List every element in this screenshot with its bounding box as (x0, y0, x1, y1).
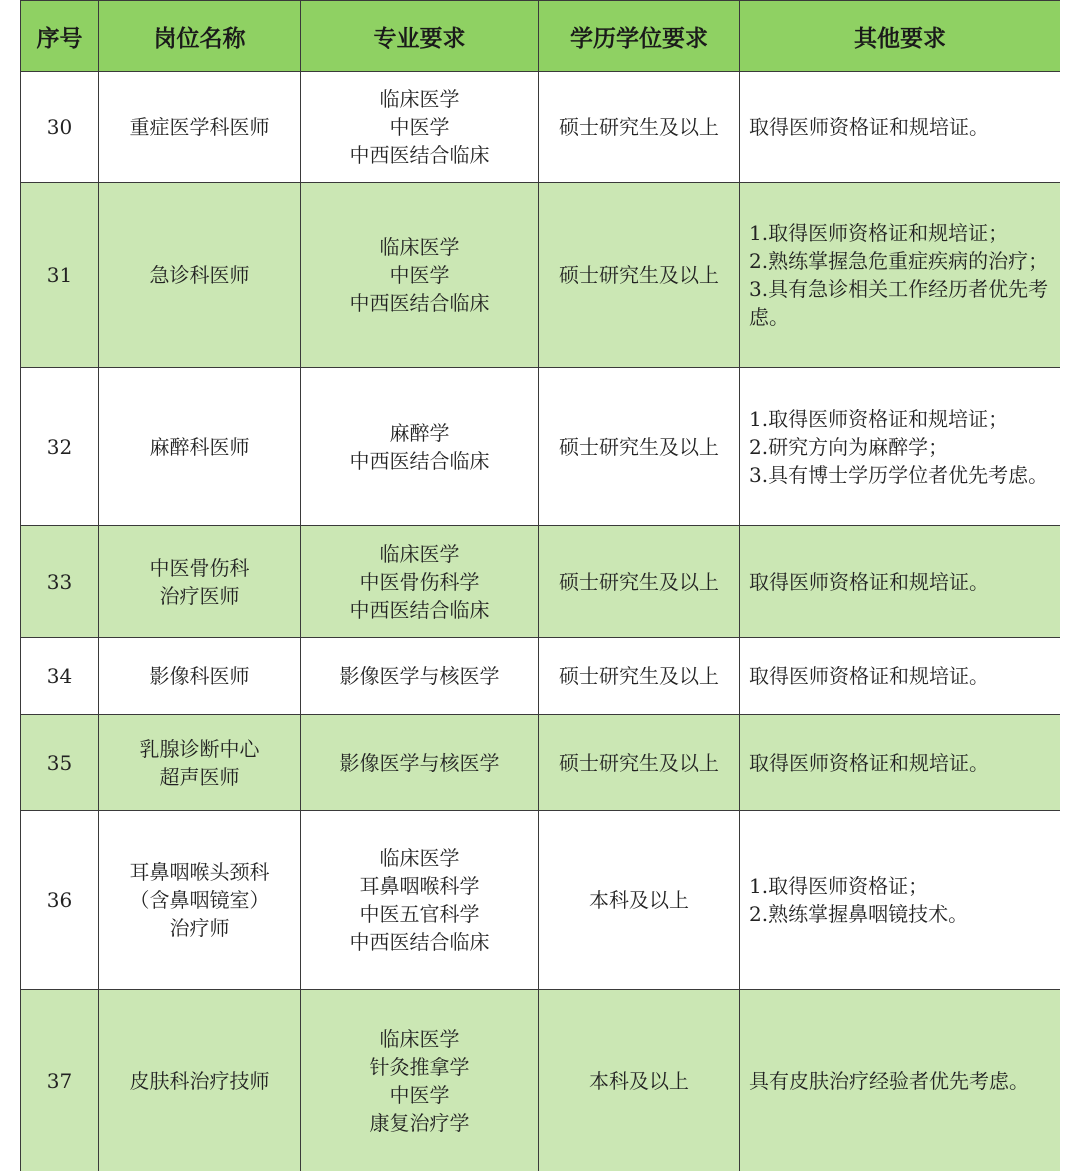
cell-other-requirements (740, 72, 1061, 183)
major-line: 中西医结合临床 (349, 930, 490, 954)
cell-serial-no: 36 (21, 811, 99, 990)
position-name-line: 治疗医师 (159, 583, 240, 608)
major-line: 中医骨伤科学 (359, 569, 480, 594)
header-other-requirement: 其他要求 (740, 1, 1061, 72)
table-row (21, 183, 1061, 368)
major-line: 中医学 (389, 1083, 450, 1107)
cell-other-requirements (740, 638, 1061, 715)
major-line: 中西医结合临床 (349, 143, 490, 167)
cell-position-name (99, 526, 301, 638)
cell-position-name (99, 183, 301, 368)
cell-majors (301, 368, 539, 526)
position-name-line: 中医骨伤科 (149, 555, 250, 580)
cell-degree: 硕士研究生及以上 (539, 183, 740, 368)
requirement-line: 取得医师资格证和规培证。 (749, 664, 989, 688)
position-name-line: 超声医师 (159, 764, 240, 789)
cell-serial-no: 32 (21, 368, 99, 526)
requirement-line: 1.取得医师资格证和规培证； (749, 406, 1009, 431)
position-name-line: （含鼻咽镜室） (129, 888, 270, 912)
major-line: 康复治疗学 (369, 1111, 470, 1135)
cell-serial-no: 33 (21, 526, 99, 638)
major-line: 影像医学与核医学 (339, 664, 500, 688)
cell-majors (301, 990, 539, 1171)
cell-majors (301, 715, 539, 811)
job-table-container (20, 0, 1060, 1171)
cell-position-name (99, 811, 301, 990)
table-row (21, 526, 1061, 638)
position-name-line: 治疗师 (169, 916, 230, 940)
position-name-line: 影像科医师 (149, 664, 250, 688)
cell-position-name (99, 990, 301, 1171)
major-line: 临床医学 (379, 541, 460, 566)
cell-position-name (99, 368, 301, 526)
header-serial-no: 序号 (21, 1, 99, 72)
requirement-line: 2.研究方向为麻醉学； (749, 434, 949, 459)
requirement-line: 1.取得医师资格证和规培证； (749, 221, 1009, 245)
cell-majors (301, 811, 539, 990)
cell-serial-no: 30 (21, 72, 99, 183)
position-name-line: 重症医学科医师 (129, 115, 270, 139)
job-requirements-table (20, 0, 1060, 1171)
cell-other-requirements (740, 368, 1061, 526)
requirement-line: 1.取得医师资格证； (749, 874, 929, 898)
cell-majors (301, 526, 539, 638)
major-line: 临床医学 (379, 87, 460, 111)
cell-other-requirements (740, 715, 1061, 811)
major-line: 针灸推拿学 (369, 1055, 470, 1079)
requirement-line: 具有皮肤治疗经验者优先考虑。 (749, 1069, 1029, 1093)
table-row (21, 811, 1061, 990)
table-row (21, 72, 1061, 183)
cell-serial-no: 35 (21, 715, 99, 811)
cell-degree: 硕士研究生及以上 (539, 72, 740, 183)
cell-degree: 硕士研究生及以上 (539, 715, 740, 811)
cell-degree: 硕士研究生及以上 (539, 526, 740, 638)
major-line: 临床医学 (379, 846, 460, 870)
cell-serial-no: 34 (21, 638, 99, 715)
position-name-line: 急诊科医师 (149, 263, 250, 287)
table-row (21, 368, 1061, 526)
major-line: 中医学 (389, 115, 450, 139)
major-line: 麻醉学 (389, 420, 450, 445)
cell-degree: 本科及以上 (539, 990, 740, 1171)
requirement-line: 取得医师资格证和规培证。 (749, 750, 989, 775)
cell-serial-no: 37 (21, 990, 99, 1171)
header-degree-requirement: 学历学位要求 (539, 1, 740, 72)
major-line: 中西医结合临床 (349, 448, 490, 473)
cell-majors (301, 183, 539, 368)
major-line: 耳鼻咽喉科学 (359, 874, 480, 898)
cell-position-name (99, 715, 301, 811)
major-line: 临床医学 (379, 235, 460, 259)
cell-degree: 硕士研究生及以上 (539, 368, 740, 526)
table-header-row (21, 1, 1061, 72)
requirement-line: 取得医师资格证和规培证。 (749, 115, 989, 139)
cell-majors (301, 638, 539, 715)
requirement-line: 3.具有急诊相关工作经历者优先考虑。 (749, 277, 1049, 329)
position-name-line: 耳鼻咽喉头颈科 (129, 860, 270, 884)
cell-other-requirements (740, 526, 1061, 638)
cell-other-requirements (740, 811, 1061, 990)
table-row (21, 638, 1061, 715)
cell-serial-no: 31 (21, 183, 99, 368)
cell-other-requirements (740, 183, 1061, 368)
cell-position-name (99, 72, 301, 183)
cell-other-requirements (740, 990, 1061, 1171)
cell-degree: 硕士研究生及以上 (539, 638, 740, 715)
header-major-requirement: 专业要求 (301, 1, 539, 72)
requirement-line: 2.熟练掌握急危重症疾病的治疗； (749, 249, 1049, 273)
requirement-line: 3.具有博士学历学位者优先考虑。 (749, 462, 1049, 487)
major-line: 中医学 (389, 263, 450, 287)
header-position-name: 岗位名称 (99, 1, 301, 72)
major-line: 影像医学与核医学 (339, 750, 500, 775)
cell-position-name (99, 638, 301, 715)
position-name-line: 麻醉科医师 (149, 434, 250, 459)
cell-degree: 本科及以上 (539, 811, 740, 990)
major-line: 中西医结合临床 (349, 291, 490, 315)
requirement-line: 取得医师资格证和规培证。 (749, 569, 989, 594)
position-name-line: 乳腺诊断中心 (139, 736, 260, 761)
major-line: 临床医学 (379, 1027, 460, 1051)
requirement-line: 2.熟练掌握鼻咽镜技术。 (749, 902, 969, 926)
table-row (21, 715, 1061, 811)
cell-majors (301, 72, 539, 183)
position-name-line: 皮肤科治疗技师 (129, 1069, 270, 1093)
major-line: 中西医结合临床 (349, 597, 490, 622)
major-line: 中医五官科学 (359, 902, 480, 926)
table-row (21, 990, 1061, 1171)
